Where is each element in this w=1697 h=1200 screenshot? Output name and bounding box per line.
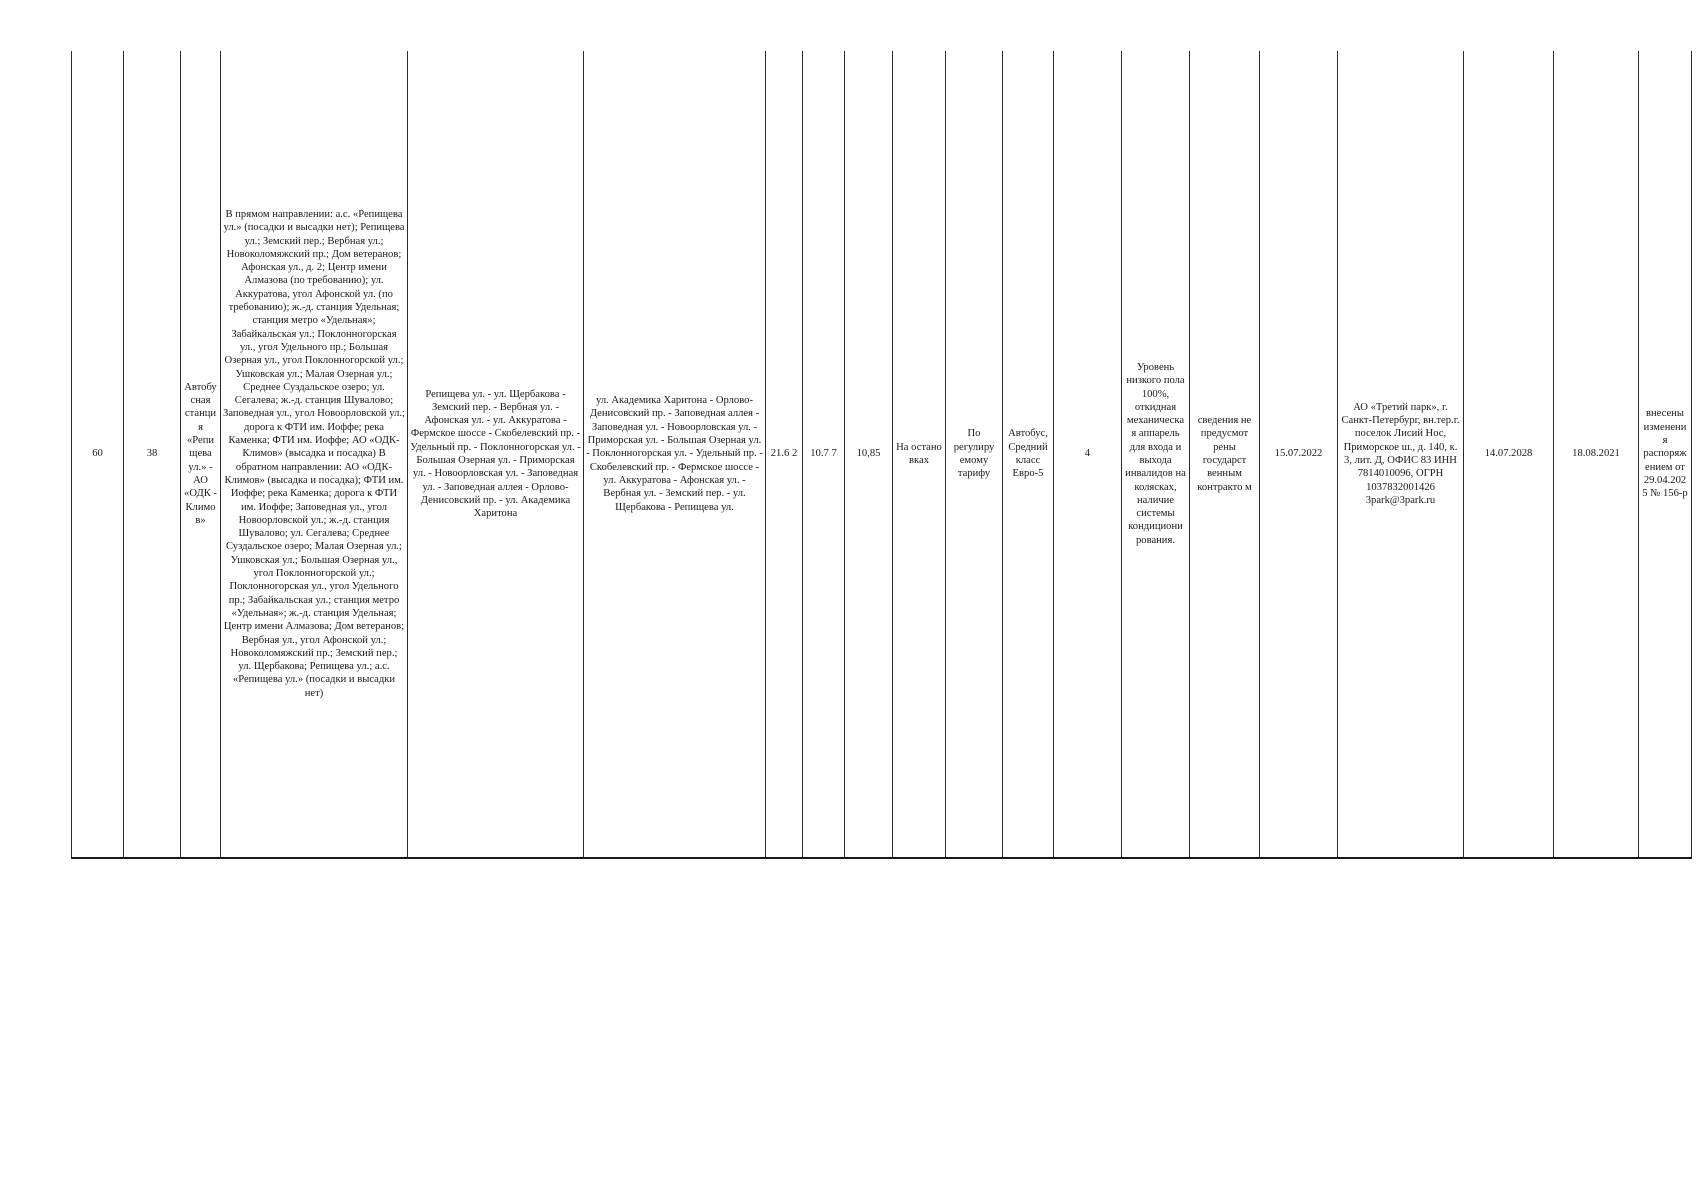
cell-change-date: [1554, 51, 1639, 858]
cell-tariff: [946, 51, 1003, 858]
cell-vehicle-count: [1054, 51, 1122, 858]
cell-length-forward: [766, 51, 803, 858]
cell-streets-backward: [584, 51, 766, 858]
vehicle-count: 4: [1084, 448, 1091, 460]
boarding-order: На остано вках: [896, 441, 942, 466]
cell-boarding-order: [893, 51, 946, 858]
cell-length-backward: [803, 51, 845, 858]
route-registry-table: [71, 51, 1692, 859]
cell-vehicle: [1003, 51, 1054, 858]
route-number: 38: [146, 448, 158, 460]
change-date: 18.08.2021: [1572, 448, 1620, 460]
cell-route-name: [181, 51, 221, 858]
cell-length-total: [845, 51, 893, 858]
table-row: [72, 51, 1692, 858]
carrier-info: АО «Третий парк», г. Санкт-Петербург, вн.тер.г. поселок Лисий Нос, Приморское ш., д. 140, к. 3, лит. Д, ОФИС 83 ИНН 7814010096, ОГРН 1037832001426 3park@3park.ru: [1341, 401, 1460, 506]
reg-number: 60: [92, 448, 103, 460]
cell-reg-number: [72, 51, 124, 858]
vehicle-type: Автобус, Средний класс Евро-5: [1008, 428, 1048, 480]
start-date: 15.07.2022: [1274, 448, 1323, 460]
length-forward: 21.6 2: [770, 448, 798, 460]
cell-end-date: [1464, 51, 1554, 858]
streets-forward: Репищева ул. - ул. Щербакова - Земский пер. - Вербная ул. - Афонская ул. - ул. Аккуратова - Фермское шоссе - Скобелевский пр. - Удельный пр. - Поклонногорская ул. - Большая Озерная ул. - Приморская ул. - Новоорловская ул. - Заповедная ул. - Заповедная аллея - Орлово-Денисовский пр. - ул. Академика Харитона: [410, 388, 581, 520]
contract-info: сведения не предусмот рены государст венным контракто м: [1197, 415, 1252, 493]
route-name: Автобусная станция «Репищева ул.» - АО «ОДК - Климов»: [184, 381, 217, 526]
cell-stops: [221, 51, 408, 858]
length-total: 10,85: [856, 448, 881, 460]
cell-vehicle-features: [1122, 51, 1190, 858]
stops-list: В прямом направлении: а.с. «Репищева ул.» (посадки и высадки нет); Репищева ул.; Земский пер.; Вербная ул.; Новоколомяжский пр.; Дом ветеранов; Афонская ул., д. 2; Центр имени Алмазова (по требованию); ул. Аккуратова, угол Афонской ул. (по требованию); ж.-д. станция Удельная; станция метро «Удельная»; Забайкальская ул.; Поклонногорская ул., угол Удельного пр.; Большая Озерная ул., угол Поклонногорской ул.; Ушковская ул.; Малая Озерная ул.; Среднее Суздальское озеро; ул. Сегалева; ж.-д. станция Шувалово; Заповедная ул., угол Новоорловской ул.; дорога к ФТИ им. Иоффе; река Каменка; ФТИ им. Иоффе; АО «ОДК-Климов» (высадка и посадка) В обратном направлении: АО «ОДК-Климов» (высадка и посадка); ФТИ им. Иоффе; река Каменка; дорога к ФТИ им. Иоффе; Заповедная ул., угол Новоорловской ул.; ж.-д. станция Шувалово; ул. Сегалева; Среднее Суздальское озеро; Малая Озерная ул.; Ушковская ул.; Большая Озерная ул., угол Поклонногорской ул.; Поклонногорская ул., угол Удельного пр.; Забайкальская ул.; станция метро «Удельная»; ж.-д. станция Удельная; Центр имени Алмазова; Дом ветеранов; Вербная ул., угол Афонской ул.; Новоколомяжский пр.; Земский пер.; ул. Щербакова; Репищева ул.; а.с. «Репищева ул.» (посадки и высадки нет): [223, 209, 405, 699]
cell-contract-info: [1190, 51, 1260, 858]
cell-start-date: [1260, 51, 1338, 858]
cell-streets-forward: [408, 51, 584, 858]
vehicle-features: Уровень низкого пола 100%, откидная механическа я аппарель для входа и выхода инвалидов на колясках, наличие системы кондициони рования.: [1125, 361, 1186, 546]
cell-carrier: [1338, 51, 1464, 858]
end-date: 14.07.2028: [1484, 448, 1533, 460]
cell-notes: [1639, 51, 1692, 858]
length-backward: 10.7 7: [810, 448, 837, 460]
tariff: По регулиру емому тарифу: [953, 428, 995, 480]
streets-backward: ул. Академика Харитона - Орлово-Денисовский пр. - Заповедная аллея - Заповедная ул. - Новоорловская ул. - Приморская ул. - Большая Озерная ул. - Поклонногорская ул. - Удельный пр. - Скобелевский пр. - Фермское шоссе - ул. Аккуратова - Афонская ул. - Вербная ул. - Земский пер. - ул. Щербакова - Репищева ул.: [586, 395, 763, 513]
cell-route-number: [124, 51, 181, 858]
notes: внесены изменени я распоряж ением от 29.04.202 5 № 156-р: [1642, 408, 1688, 500]
